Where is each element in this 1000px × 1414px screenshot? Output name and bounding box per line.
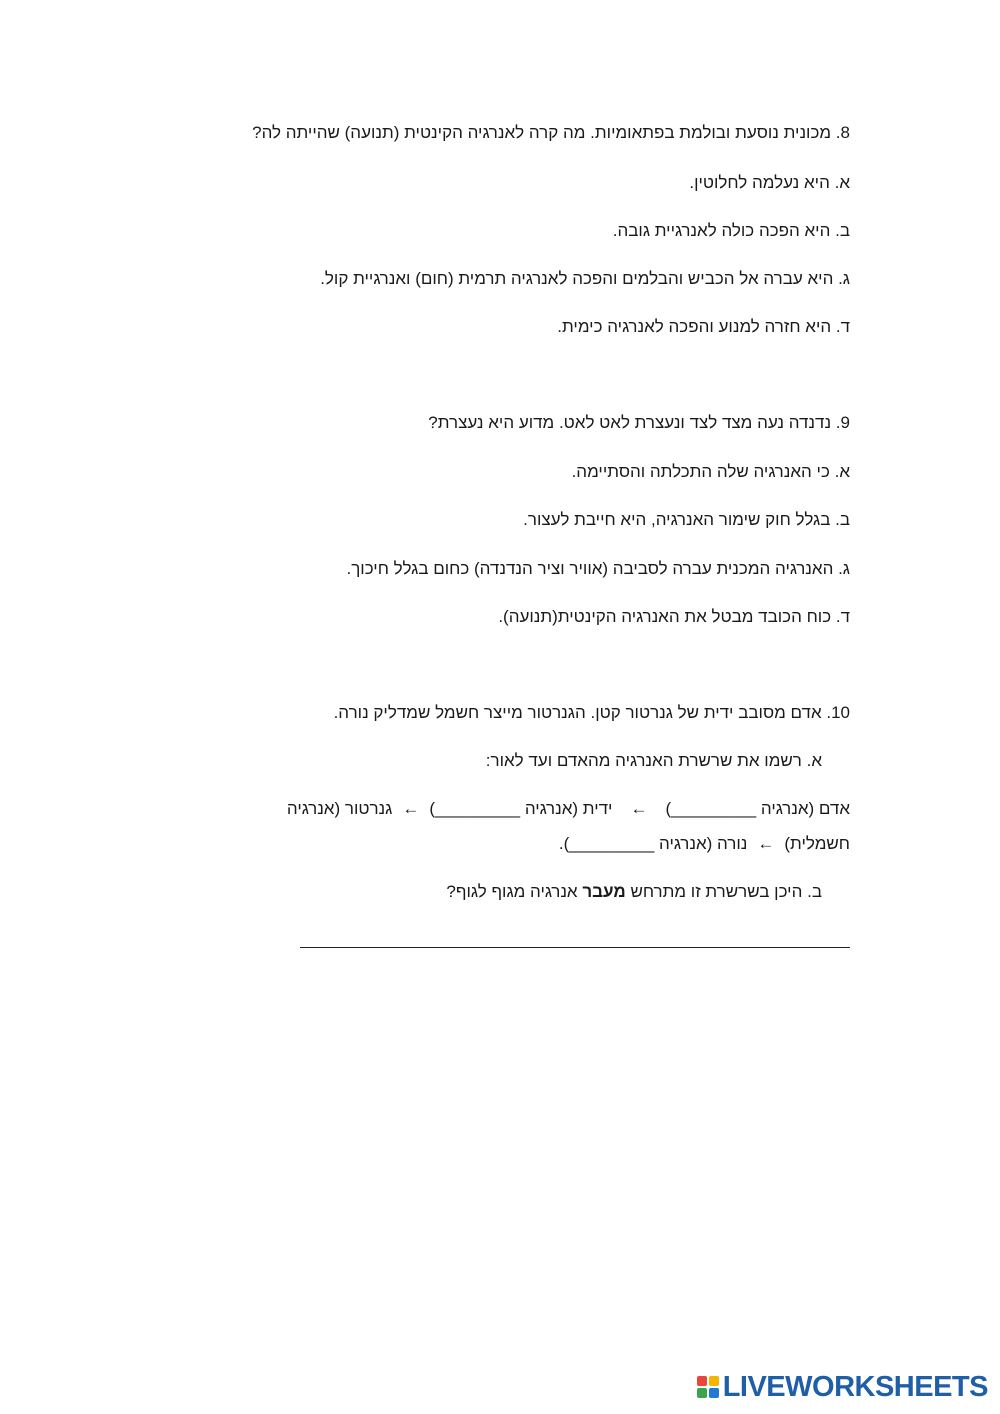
- logo-text: LIVEWORKSHEETS: [722, 1370, 988, 1403]
- logo-mark-icon: [697, 1376, 719, 1398]
- q8-option-c: ג. היא עברה אל הכביש והבלמים והפכה לאנרגיה תרמית (חום) ואנרגיית קול.: [320, 269, 850, 288]
- chain-person: אדם (אנרגיה _________): [665, 799, 850, 818]
- liveworksheets-logo: [697, 1370, 988, 1404]
- chain-electric: חשמלית): [784, 834, 850, 853]
- q9-option-d: ד. כוח הכובד מבטל את האנרגיה הקינטית(תנועה).: [498, 607, 850, 626]
- arrow-icon: ←: [630, 799, 648, 818]
- q8-option-a: א. היא נעלמה לחלוטין.: [689, 173, 850, 192]
- energy-chain-line-1: [287, 798, 850, 820]
- arrow-icon: ←: [757, 834, 775, 853]
- q8-option-b: ב. היא הפכה כולה לאנרגיית גובה.: [612, 221, 850, 240]
- question-10: 10. אדם מסובב ידית של גנרטור קטן. הגנרטור מייצר חשמל שמדליק נורה.: [333, 703, 850, 722]
- answer-line[interactable]: [300, 947, 850, 948]
- question-8: 8. מכונית נוסעת ובולמת בפתאומיות. מה קרה לאנרגיה הקינטית (תנועה) שהייתה לה?: [252, 123, 850, 142]
- part-b-suffix: אנרגיה מגוף לגוף?: [446, 882, 578, 901]
- q9-option-b: ב. בגלל חוק שימור האנרגיה, היא חייבת לעצור.: [523, 510, 850, 529]
- q9-option-c: ג. האנרגיה המכנית עברה לסביבה (אוויר וציר הנדנדה) כחום בגלל חיכוך.: [346, 559, 850, 578]
- q10-part-b: [446, 881, 822, 903]
- chain-generator: גנרטור (אנרגיה: [286, 799, 393, 818]
- part-b-bold: מעבר: [582, 882, 626, 901]
- q8-option-d: ד. היא חזרה למנוע והפכה לאנרגיה כימית.: [557, 317, 850, 336]
- q10-part-a: א. רשמו את שרשרת האנרגיה מהאדם ועד לאור:: [485, 751, 822, 770]
- chain-bulb: נורה (אנרגיה _________).: [558, 834, 748, 853]
- question-9: 9. נדנדה נעה מצד לצד ונעצרת לאט לאט. מדוע היא נעצרת?: [428, 413, 850, 432]
- part-b-prefix: ב. היכן בשרשרת זו מתרחש: [630, 882, 822, 901]
- q9-option-a: א. כי האנרגיה שלה התכלתה והסתיימה.: [571, 462, 850, 481]
- energy-chain-line-2: [559, 833, 850, 855]
- arrow-icon: ←: [402, 799, 420, 818]
- chain-handle: ידית (אנרגיה _________): [429, 799, 613, 818]
